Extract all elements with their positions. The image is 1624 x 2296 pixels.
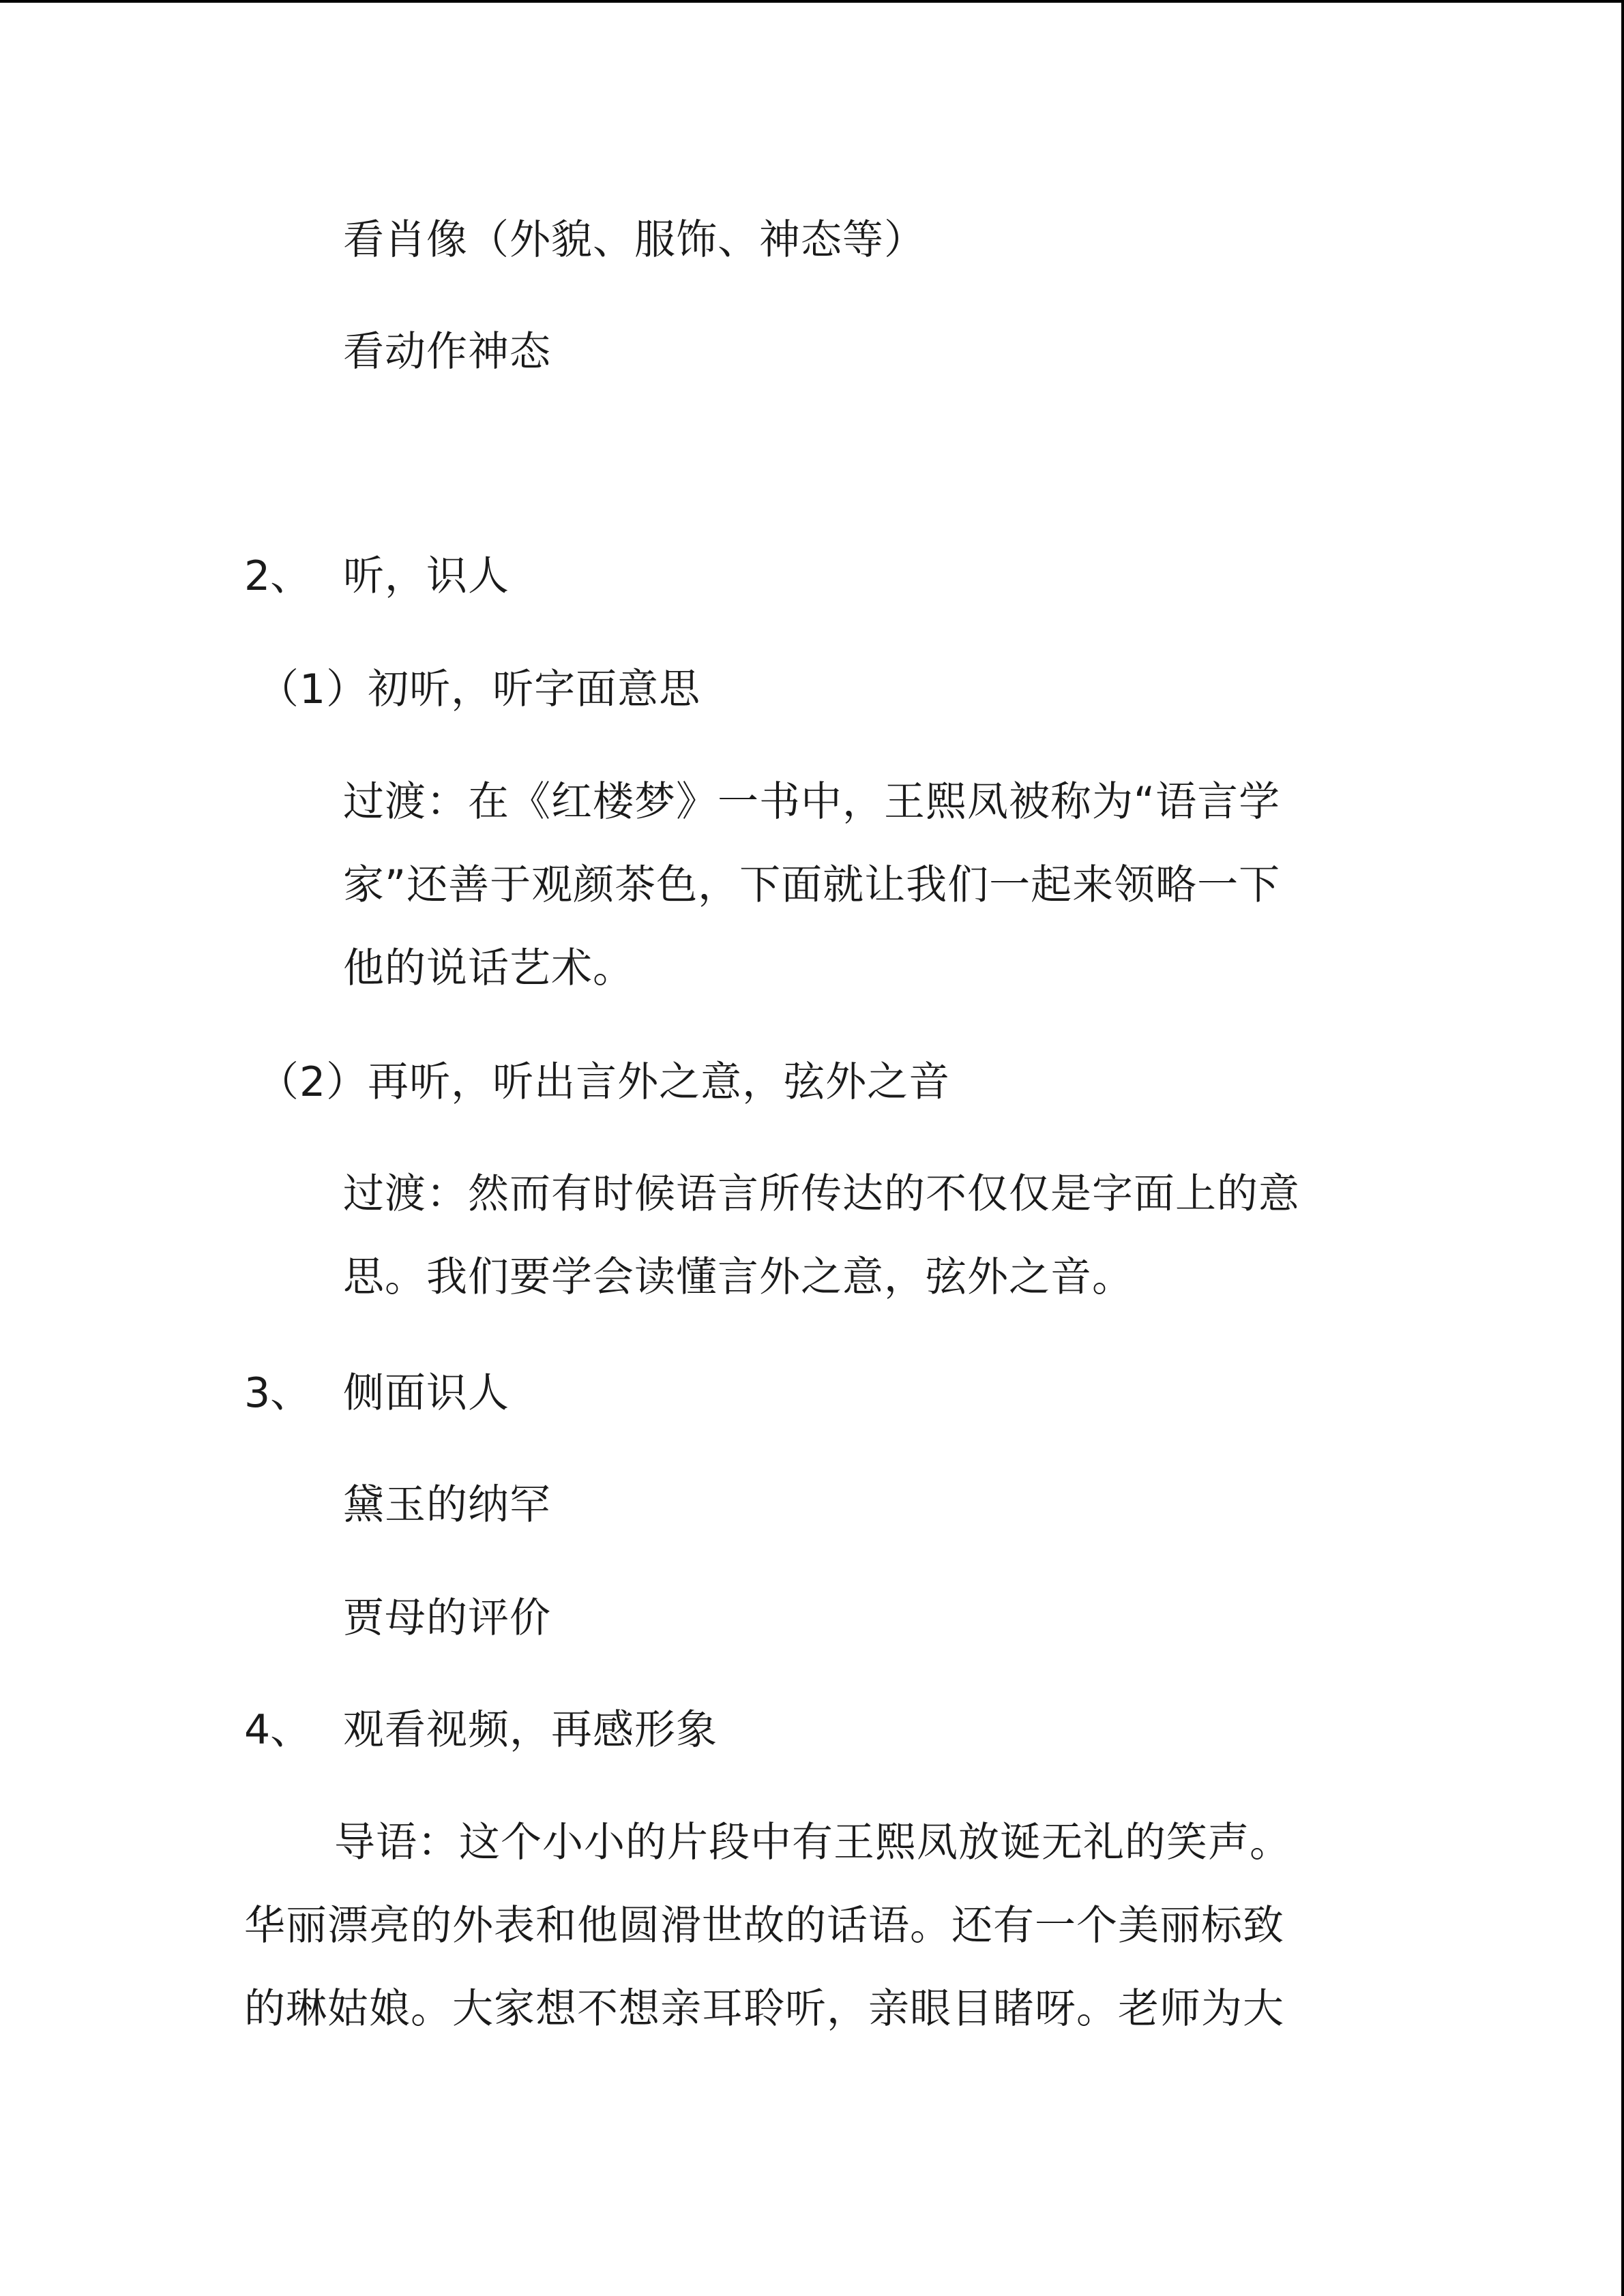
section-2-1-heading: （1）初听，听字面意思 xyxy=(258,666,701,713)
page-right-border xyxy=(1621,0,1624,2296)
intro-line-3: 的琳姑娘。大家想不想亲耳聆听，亲眼目睹呀。老师为大 xyxy=(244,1985,1284,2033)
action-item: 看动作神态 xyxy=(343,328,551,376)
intro-line-1: 导语：这个小小的片段中有王熙凤放诞无礼的笑声。 xyxy=(334,1819,1291,1866)
section-3-number: 3、 xyxy=(244,1369,312,1417)
section-3-item-1: 黛玉的纳罕 xyxy=(343,1481,551,1529)
section-3-item-2: 贾母的评价 xyxy=(343,1594,551,1642)
transition-2-line-2: 思。我们要学会读懂言外之意，弦外之音。 xyxy=(343,1253,1134,1301)
transition-2-line-1: 过渡：然而有时候语言所传达的不仅仅是字面上的意 xyxy=(343,1170,1300,1218)
transition-1-line-2: 家”还善于观颜茶色，下面就让我们一起来领略一下 xyxy=(343,861,1281,909)
transition-1-line-1: 过渡：在《红楼梦》一书中，王熙凤被称为“语言学 xyxy=(343,778,1281,826)
transition-1-line-3: 他的说话艺术。 xyxy=(343,944,634,992)
portrait-item: 看肖像（外貌、服饰、神态等） xyxy=(343,216,926,264)
section-3-heading: 侧面识人 xyxy=(343,1369,510,1417)
section-4-number: 4、 xyxy=(244,1706,312,1754)
intro-line-2: 华丽漂亮的外表和他圆滑世故的话语。还有一个美丽标致 xyxy=(244,1902,1284,1950)
page-top-border xyxy=(0,0,1624,3)
section-2-2-heading: （2）再听，听出言外之意，弦外之音 xyxy=(258,1058,951,1106)
section-4-heading: 观看视频，再感形象 xyxy=(343,1706,718,1754)
section-2-number: 2、 xyxy=(244,552,312,600)
section-2-heading: 听，识人 xyxy=(343,552,510,600)
